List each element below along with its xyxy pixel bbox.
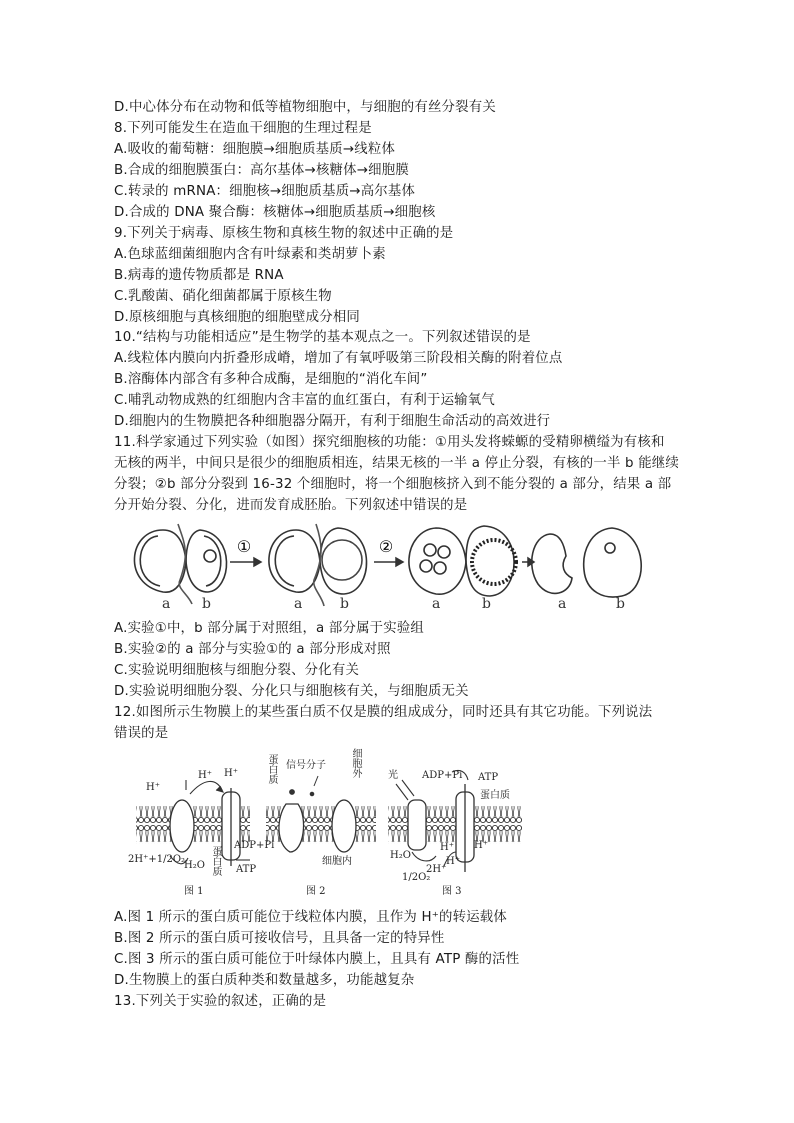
panel-3-hplus: H⁺ — [440, 842, 454, 853]
label-a: a — [432, 596, 441, 612]
q11-option-b: B.实验②的 a 部分与实验①的 a 部分形成对照 — [114, 642, 391, 657]
panel-1-hplus: H⁺ — [224, 768, 238, 779]
label-a: a — [558, 596, 567, 612]
step-2-label: ② — [378, 537, 394, 556]
q11-option-c: C.实验说明细胞核与细胞分裂、分化有关 — [114, 663, 360, 678]
panel-1-protein-label: 蛋白质 — [210, 846, 221, 876]
step-1-label: ① — [236, 537, 252, 556]
q12-stem-line2: 错误的是 — [114, 726, 169, 741]
egg-stage-4 — [532, 528, 641, 597]
egg-stage-1 — [134, 524, 226, 604]
q7-option-d: D.中心体分布在动物和低等植物细胞中，与细胞的有丝分裂有关 — [114, 100, 496, 115]
q12-option-c: C.图 3 所示的蛋白质可能位于叶绿体内膜上，且具有 ATP 酶的活性 — [114, 952, 520, 967]
q10-option-d: D.细胞内的生物膜把各种细胞器分隔开，有利于细胞生命活动的高效进行 — [114, 414, 551, 429]
q12-stem-line1: 12.如图所示生物膜上的某些蛋白质不仅是膜的组成成分，同时还具有其它功能。下列说法 — [114, 705, 653, 720]
panel-3-protein-label: 蛋白质 — [480, 790, 510, 801]
panel-1-adp: ADP+Pi — [234, 840, 275, 851]
label-b: b — [482, 596, 491, 612]
q11-option-d: D.实验说明细胞分裂、分化只与细胞核有关，与细胞质无关 — [114, 684, 469, 699]
membrane-protein-figure — [126, 748, 532, 898]
panel-2-inside-label: 细胞内 — [322, 856, 352, 867]
panel-3-2h: 2H⁺ — [426, 864, 447, 875]
panel-1-atp: ATP — [236, 864, 257, 875]
q11-stem-line1: 11.科学家通过下列实验（如图）探究细胞核的功能：①用头发将蝾螈的受精卵横缢为有核和 — [114, 435, 665, 450]
panel-2-protein-label: 蛋白质 — [266, 754, 277, 784]
nucleus-experiment-figure — [118, 522, 662, 612]
q8-option-d: D.合成的 DNA 聚合酶：核糖体→细胞质基质→细胞核 — [114, 205, 436, 220]
q9-stem: 9.下列关于病毒、原核生物和真核生物的叙述中正确的是 — [114, 226, 454, 241]
panel-1-caption: 图 1 — [184, 886, 204, 897]
q10-stem: 10.“结构与功能相适应”是生物学的基本观点之一。下列叙述错误的是 — [114, 330, 531, 345]
q11-stem-line3: 分裂；②b 部分分裂到 16-32 个细胞时，将一个细胞核挤入到不能分裂的 a 部分，结果 a 部 — [114, 477, 672, 492]
nucleus-icon — [204, 550, 216, 562]
q10-option-a: A.线粒体内膜向内折叠形成嵴，增加了有氧呼吸第三阶段相关酶的附着位点 — [114, 351, 563, 366]
panel-3-caption: 图 3 — [442, 886, 462, 897]
panel-3-adp: ADP+Pi — [422, 770, 463, 781]
q10-option-c: C.哺乳动物成熟的红细胞内含丰富的血红蛋白，有利于运输氧气 — [114, 393, 495, 408]
q13-stem: 13.下列关于实验的叙述，正确的是 — [114, 994, 327, 1009]
panel-1-hplus: H⁺ — [198, 770, 212, 781]
panel-2-signal-label: 信号分子 — [286, 760, 326, 771]
label-b: b — [202, 596, 211, 612]
signal-molecules — [290, 776, 318, 796]
q9-option-d: D.原核细胞与真核细胞的细胞壁成分相同 — [114, 310, 361, 325]
panel-3-atp: ATP — [478, 772, 499, 783]
panel-3-hplus: H⁺ — [474, 840, 488, 851]
q11-stem-line4: 分开始分裂、分化，进而发育成胚胎。下列叙述中错误的是 — [114, 498, 468, 513]
panel-2-caption: 图 2 — [306, 886, 326, 897]
panel-3-oxygen: 1/2O₂ — [402, 872, 431, 883]
label-a: a — [294, 596, 303, 612]
q10-option-b: B.溶酶体内部含有多种合成酶，是细胞的“消化车间” — [114, 372, 428, 387]
panel-1-hplus: H⁺ — [146, 782, 160, 793]
panel-2-outside-label: 细胞外 — [350, 748, 361, 778]
q12-option-a: A.图 1 所示的蛋白质可能位于线粒体内膜，且作为 H⁺的转运载体 — [114, 910, 507, 925]
q12-option-d: D.生物膜上的蛋白质种类和数量越多，功能越复杂 — [114, 973, 415, 988]
egg-stage-3 — [409, 526, 516, 596]
label-b: b — [340, 596, 349, 612]
q11-stem-line2: 无核的两半，中间只是很少的细胞质相连，结果无核的一半 a 停止分裂，有核的一半 b 能继续 — [114, 456, 679, 471]
panel-3-light: 光 — [388, 770, 398, 781]
q8-option-b: B.合成的细胞膜蛋白：高尔基体→核糖体→细胞膜 — [114, 163, 409, 178]
panel-1-reaction: 2H⁺+1/2O₂ — [128, 854, 186, 865]
q9-option-c: C.乳酸菌、硝化细菌都属于原核生物 — [114, 289, 332, 304]
q8-stem: 8.下列可能发生在造血干细胞的生理过程是 — [114, 121, 372, 136]
q11-option-a: A.实验①中，b 部分属于对照组，a 部分属于实验组 — [114, 621, 425, 636]
egg-stage-2 — [269, 524, 367, 606]
q12-option-b: B.图 2 所示的蛋白质可接收信号，且具备一定的特异性 — [114, 931, 445, 946]
q9-option-b: B.病毒的遗传物质都是 RNA — [114, 268, 284, 283]
q9-option-a: A.色球蓝细菌细胞内含有叶绿素和类胡萝卜素 — [114, 247, 386, 262]
q8-option-c: C.转录的 mRNA：细胞核→细胞质基质→高尔基体 — [114, 184, 416, 199]
label-b: b — [616, 596, 625, 612]
panel-3-hplus: H⁺ — [446, 856, 460, 867]
label-a: a — [162, 596, 171, 612]
panel-3-water: H₂O — [390, 850, 411, 861]
panel-1-water: H₂O — [184, 860, 205, 871]
q8-option-a: A.吸收的葡萄糖：细胞膜→细胞质基质→线粒体 — [114, 142, 396, 157]
